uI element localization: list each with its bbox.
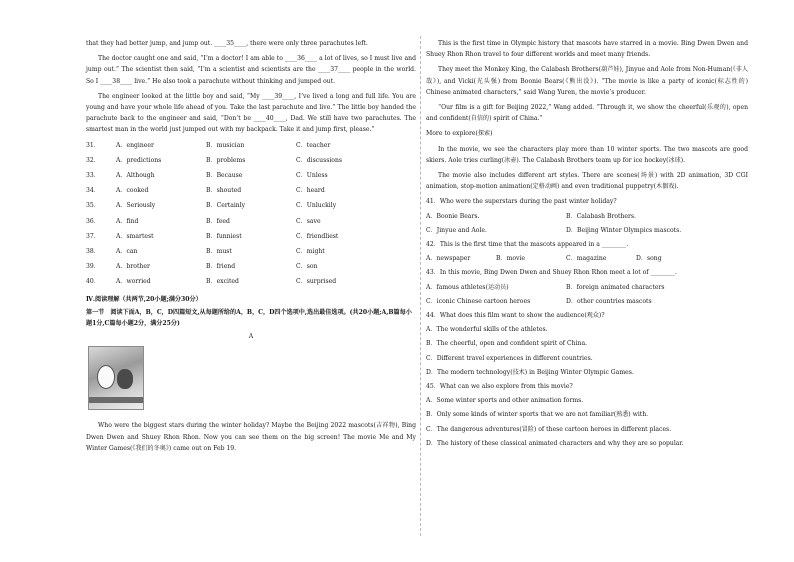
cloze-option-row — [86, 231, 416, 242]
option: A．Although — [116, 172, 155, 180]
option: B．funniest — [206, 232, 242, 240]
option: B．Because — [206, 172, 243, 180]
question-number: 32． — [86, 156, 100, 164]
option: C．Different travel experiences in different countries. — [426, 354, 593, 362]
passage-paragraph-3: “Our film is a gift for Beijing 2022,” Wang added. “Through it, we show the cheerful(乐观的), open and confident(自信的) spirit of China.” — [426, 104, 748, 123]
passage-label: A — [248, 333, 254, 341]
option: A．newspaper — [426, 255, 471, 263]
cloze-option-row — [86, 170, 416, 181]
passage-paragraph-5: The movie also includes different art styles. There are scenes(场景) with 2D animation, 3D CGI animation, stop-motion animation(定格动画) and even traditional puppetry(木偶戏). — [426, 172, 748, 191]
passage-paragraph-4: In the movie, we see the characters play more than 10 winter sports. The two mascots are good skiers. Aole tries curling(冰壶). The Calabash Brothers team up for ice hockey(冰球). — [426, 145, 748, 164]
option: A．can — [116, 248, 138, 256]
option: A．Some winter sports and other animation forms. — [426, 397, 584, 405]
option: A．worried — [116, 278, 151, 286]
cloze-option-row — [86, 246, 416, 257]
option: B．friend — [206, 263, 236, 271]
question-number: 33． — [86, 172, 100, 180]
passage-intro: Who were the biggest stars during the winter holiday? Maybe the Beijing 2022 mascots(吉祥物), Bing Dwen Dwen and Shuey Rhon Rhon. Now you can see them on the big screen! The movie Me and My Winter Games(《我们的冬奥》) came out on Feb 19. — [86, 422, 416, 452]
option: C．magazine — [566, 255, 607, 263]
option: B．movie — [496, 255, 526, 263]
question-41-options-cd — [426, 225, 748, 236]
question-42-options — [426, 253, 748, 264]
section-instruction: 第一节 阅读下面A，B，C，D四篇短文,从每题所给的A，B，C，D四个选项中,选出最佳选项。(共20小题;A,B篇每小题1分,C篇每小题2分，满分25分) — [86, 308, 412, 328]
cloze-option-row — [86, 216, 416, 227]
cloze-paragraph-3: The engineer looked at the little boy and said, “My ____39____, I’ve lived a long and full life. You are young and have your whole life ahead of you. Take the last parachute and live.” The little boy handed the parachute back to the engineer and said, “Don’t be ____40____, Dad. We still have two parachutes. The smartest man in the world just jumped out with my backpack. Take it and jump first, please.” — [86, 92, 416, 134]
question-number: 40． — [86, 278, 100, 286]
cloze-option-row — [86, 155, 416, 166]
mascot-figure-1 — [97, 365, 115, 389]
question-43-options-cd — [426, 296, 748, 307]
question-43-options-ab — [426, 282, 748, 293]
option: A．smartest — [116, 232, 154, 240]
cloze-options-list — [86, 140, 416, 288]
option: C．might — [296, 248, 325, 256]
option: C．The dangerous adventures(冒险) of these cartoon heroes in different places. — [426, 425, 672, 433]
left-column — [86, 38, 416, 458]
mascot-figure-2 — [117, 369, 133, 389]
option: B．excited — [206, 278, 239, 286]
option: B．problems — [206, 156, 246, 164]
question-number: 36． — [86, 217, 100, 225]
column-divider — [420, 36, 421, 536]
option: B．Calabash Brothers. — [566, 212, 636, 220]
option: B．The cheerful, open and confident spirit of China. — [426, 340, 588, 348]
option: C．teacher — [296, 141, 331, 149]
question-number: 34． — [86, 187, 100, 195]
option: B．Only some kinds of winter sports that we are not familiar(熟悉) with. — [426, 411, 649, 419]
question-42: 42．This is the first time that the mascots appeared in a ________. — [426, 241, 629, 249]
option: A．find — [116, 217, 139, 225]
option: D．The modern technology(技术) in Beijing Winter Olympic Games. — [426, 368, 634, 376]
cloze-option-row — [86, 200, 416, 211]
option: A．Boonie Bears. — [426, 212, 480, 220]
option: D．other countries mascots — [566, 297, 652, 305]
option: D．Beijing Winter Olympics mascots. — [566, 226, 682, 234]
question-number: 35． — [86, 202, 100, 210]
question-41: 41．Who were the superstars during the past winter holiday? — [426, 198, 617, 206]
question-number: 39． — [86, 263, 100, 271]
option: C．save — [296, 217, 321, 225]
right-column — [426, 38, 748, 452]
cloze-option-row — [86, 185, 416, 196]
question-44: 44．What does this film want to show the audience(观众)? — [426, 312, 605, 320]
option: B．feed — [206, 217, 230, 225]
poster-band — [89, 397, 143, 403]
section-title: Ⅳ.阅读理解（共两节,20小题;满分30分） — [86, 295, 202, 303]
option: B．must — [206, 248, 232, 256]
option: C．Jinyue and Aole. — [426, 226, 487, 234]
option: C．discussions — [296, 156, 342, 164]
question-number: 38． — [86, 248, 100, 256]
option: C．iconic Chinese cartoon heroes — [426, 297, 531, 305]
question-41-options-ab — [426, 211, 748, 222]
cloze-option-row — [86, 140, 416, 151]
option: C．son — [296, 263, 318, 271]
option: A．brother — [116, 263, 150, 271]
option: C．Unluckily — [296, 202, 337, 210]
cloze-option-row — [86, 261, 416, 272]
option: C．heard — [296, 187, 325, 195]
cloze-paragraph-2: The doctor caught one and said, “I’m a doctor! I am able to ____36____ a lot of lives, so I must live and jump out.” The scientist then said, “I’m a scientist and scientists are the ____37____ people in the world. So I ____38____ live.” He also took a parachute without thinking and jumped out. — [86, 55, 416, 85]
option: B．musician — [206, 141, 245, 149]
option: A．famous athletes(运动员) — [426, 283, 509, 291]
option: C．friendliest — [296, 232, 339, 240]
question-43: 43．In this movie, Bing Dwen Dwen and Shuey Rhon Rhon meet a lot of ________. — [426, 269, 677, 277]
question-number: 37． — [86, 232, 100, 240]
option: A．engineer — [116, 141, 154, 149]
option: A．Seriously — [116, 202, 156, 210]
option: D．The history of these classical animated characters and why they are so popular. — [426, 439, 684, 447]
option: B．Certainly — [206, 202, 246, 210]
option: A．cooked — [116, 187, 149, 195]
more-to-explore-heading: More to explore(探索) — [426, 130, 493, 138]
option: B．foreign animated characters — [566, 283, 665, 291]
passage-paragraph-2: They meet the Monkey King, the Calabash Brothers(葫芦娃), Jinyue and Aole from Non-Human(《非人哉》), and Vicki(光头强) from Boonie Bears(《熊出没》). “The movie is like a party of iconic(标志性的) Chinese animated characters,” said Wang Yuren, the movie’s producer. — [426, 66, 748, 96]
cloze-paragraph-1: that they had better jump, and jump out. ____35____, there were only three parachutes left. — [86, 40, 368, 47]
option: D．song — [636, 255, 662, 263]
option: A．The wonderful skills of the athletes. — [426, 326, 548, 334]
mascot-poster-image — [88, 346, 144, 410]
option: A．predictions — [116, 156, 162, 164]
cloze-option-row — [86, 276, 416, 287]
option: C．Unless — [296, 172, 328, 180]
question-45: 45．What can we also explore from this movie? — [426, 383, 573, 391]
option: B．shouted — [206, 187, 242, 195]
passage-paragraph-1: This is the first time in Olympic history that mascots have starred in a movie. Bing Dwen Dwen and Shuey Rhon Rhon travel to four different worlds and meet many friends. — [426, 40, 748, 59]
question-number: 31． — [86, 141, 100, 149]
option: C．surprised — [296, 278, 337, 286]
